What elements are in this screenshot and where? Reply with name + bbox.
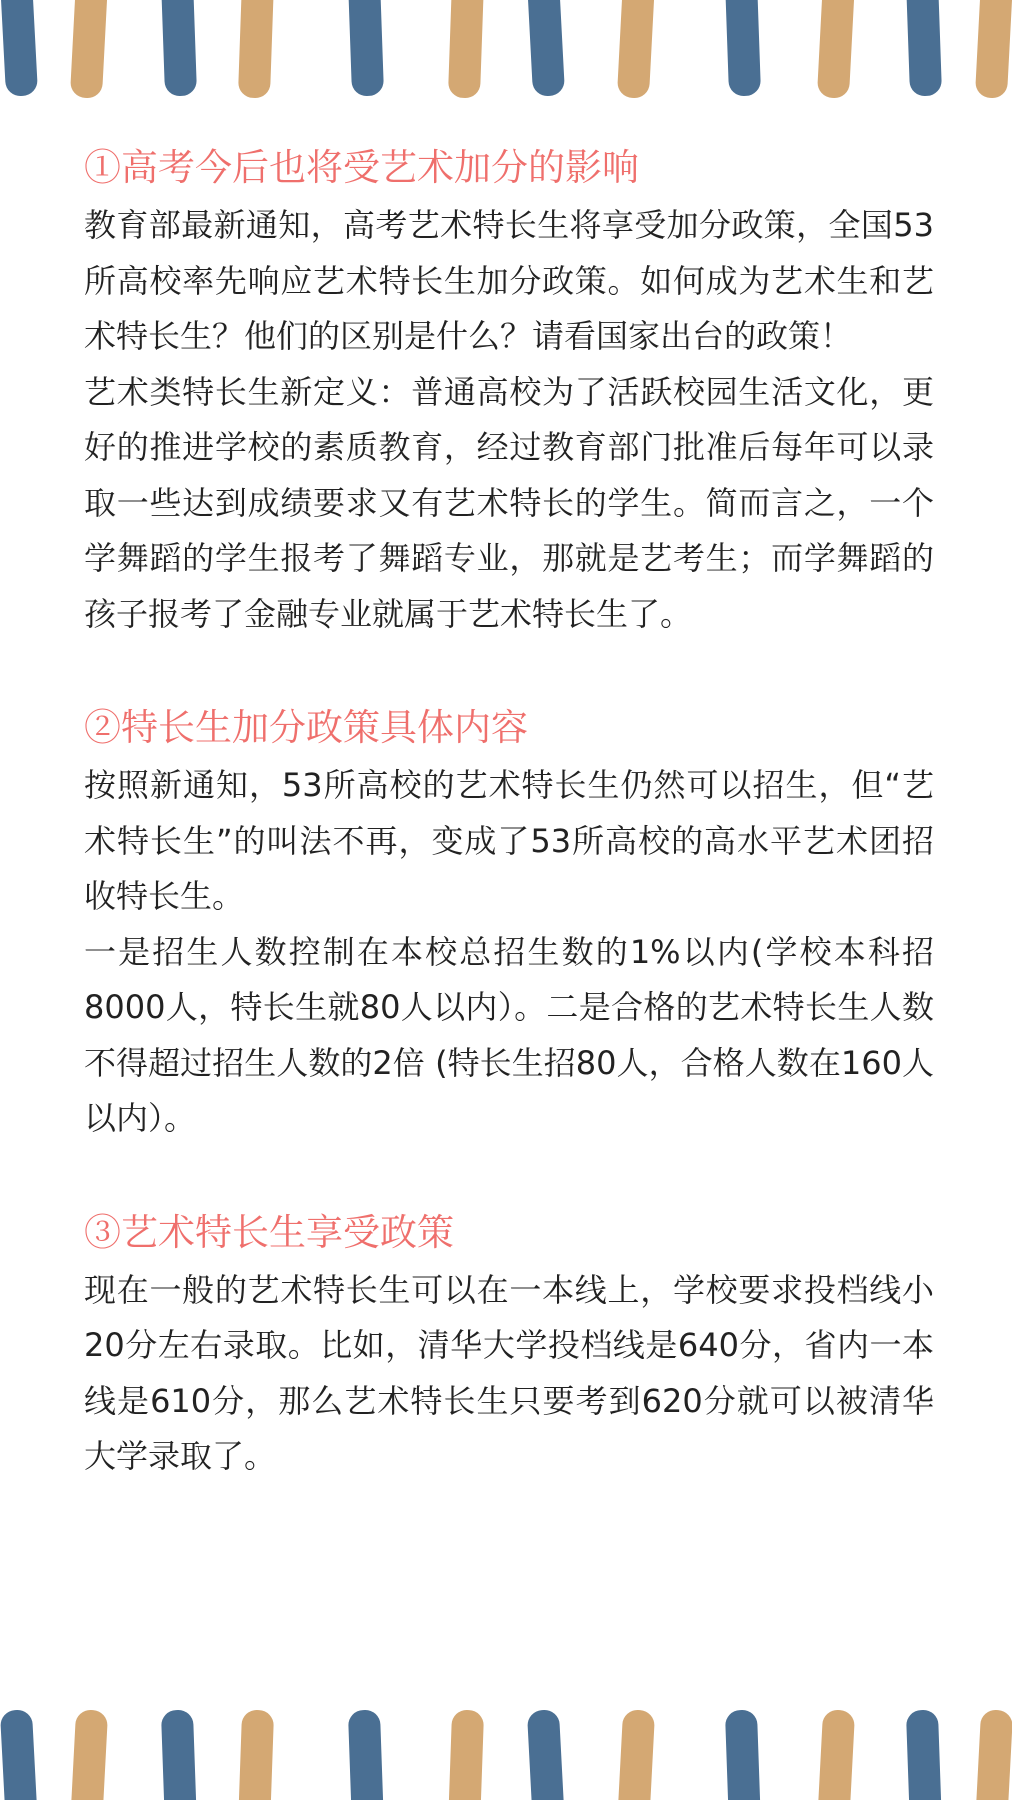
decorative-stripe	[617, 0, 655, 99]
section-art-bonus	[84, 140, 934, 642]
decorative-stripe	[238, 0, 274, 99]
decorative-stripe	[527, 0, 565, 97]
decorative-stripe	[817, 1709, 855, 1800]
decorative-stripe	[348, 0, 384, 97]
decorative-stripe	[448, 0, 484, 99]
paragraph: 教育部最新通知，高考艺术特长生将享受加分政策，全国53所高校率先响应艺术特长生加分政策。如何成为艺术生和艺术特长生？他们的区别是什么？请看国家出台的政策！	[84, 206, 934, 355]
article-content	[84, 140, 934, 1543]
decorative-stripe	[348, 1709, 384, 1800]
paragraph: 按照新通知，53所高校的艺术特长生仍然可以招生，但“艺术特长生”的叫法不再，变成了53所高校的高水平艺术团招收特长生。	[84, 766, 934, 915]
paragraph: 现在一般的艺术特长生可以在一本线上，学校要求投档线小20分左右录取。比如，清华大学投档线是640分，省内一本线是610分，那么艺术特长生只要考到620分就可以被清华大学录取了。	[84, 1270, 934, 1475]
decorative-stripe	[0, 0, 38, 97]
section-policy-benefits	[84, 1205, 934, 1485]
top-stripe-border	[0, 0, 1012, 110]
decorative-stripe	[817, 0, 855, 99]
decorative-stripe	[975, 1709, 1012, 1800]
decorative-stripe	[617, 1709, 655, 1800]
bottom-stripe-border	[0, 1690, 1012, 1800]
decorative-stripe	[725, 1709, 761, 1800]
decorative-stripe	[238, 1709, 274, 1800]
paragraph: 艺术类特长生新定义：普通高校为了活跃校园生活文化，更好的推进学校的素质教育，经过教育部门批准后每年可以录取一些达到成绩要求又有艺术特长的学生。简而言之，一个学舞蹈的学生报考了舞蹈专业，那就是艺考生；而学舞蹈的孩子报考了金融专业就属于艺术特长生了。	[84, 372, 934, 633]
section-title: ③艺术特长生享受政策	[84, 1210, 454, 1254]
decorative-stripe	[70, 0, 108, 99]
decorative-stripe	[161, 1709, 197, 1800]
section-policy-details	[84, 700, 934, 1147]
decorative-stripe	[725, 0, 761, 97]
decorative-stripe	[527, 1709, 565, 1800]
decorative-stripe	[906, 0, 942, 97]
decorative-stripe	[70, 1709, 108, 1800]
paragraph: 一是招生人数控制在本校总招生数的1%以内(学校本科招8000人，特长生就80人以内）。二是合格的艺术特长生人数不得超过招生人数的2倍 (特长生招80人，合格人数在160人以内）。	[84, 932, 934, 1137]
section-title: ②特长生加分政策具体内容	[84, 706, 528, 749]
decorative-stripe	[906, 1709, 942, 1800]
section-title: ①高考今后也将受艺术加分的影响	[84, 146, 639, 189]
decorative-stripe	[448, 1709, 484, 1800]
decorative-stripe	[0, 1709, 38, 1800]
decorative-stripe	[161, 0, 197, 97]
decorative-stripe	[975, 0, 1012, 99]
